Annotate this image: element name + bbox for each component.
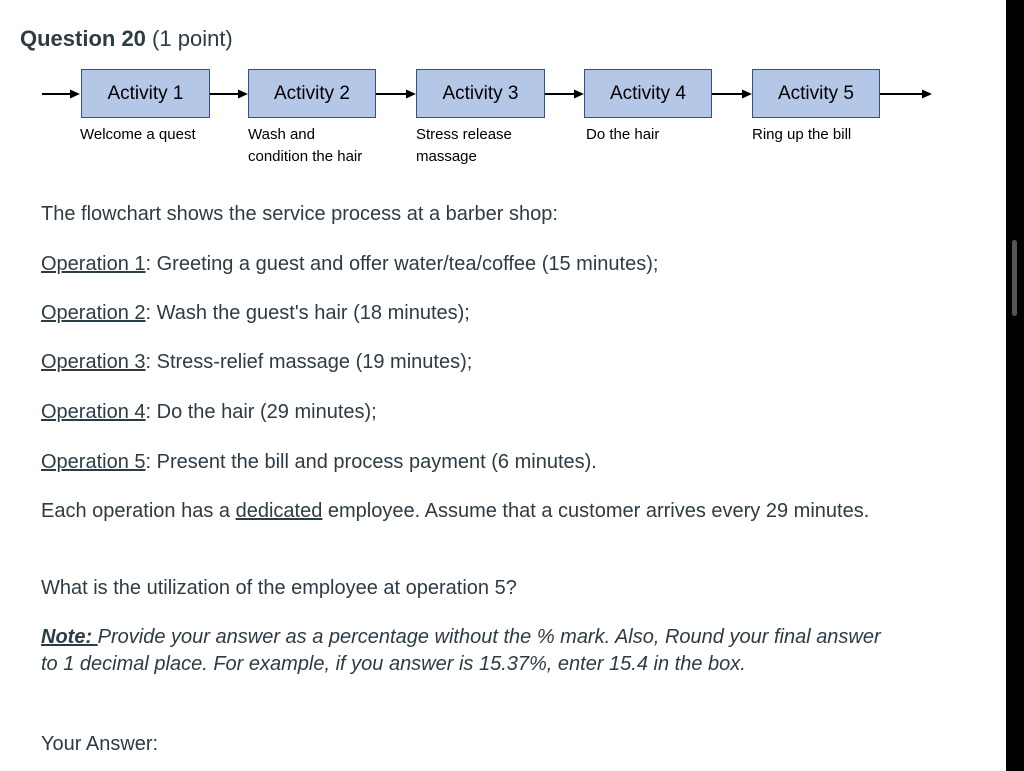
operation-2: [41, 300, 470, 327]
scrollbar-thumb[interactable]: [1012, 240, 1017, 316]
dedicated-paragraph: [41, 498, 891, 525]
activity-2-label: Activity 2: [273, 82, 351, 104]
activity-3-description: [416, 124, 512, 168]
note-text: Provide your answer as a percentage without the % mark. Also, Round your final answer to 1 decimal place. For example, if you answer is 15.37%, enter 15.4 in the box.: [41, 626, 881, 675]
operation-4: [41, 399, 377, 426]
activity-1-desc-line1: Welcome a quest: [80, 126, 196, 143]
operation-4-link[interactable]: Operation 4: [41, 401, 146, 423]
intro-text: The flowchart shows the service process at a barber shop:: [41, 203, 558, 225]
operation-1: [41, 251, 658, 278]
right-edge-bar: [1006, 0, 1024, 771]
activity-1-label: Activity 1: [107, 82, 184, 104]
operation-2-link[interactable]: Operation 2: [41, 302, 146, 324]
question-title: [20, 26, 233, 52]
dedicated-post-text: employee. Assume that a customer arrives every 29 minutes.: [322, 500, 870, 522]
activity-3-label: Activity 3: [442, 82, 519, 104]
activity-4-box: [584, 69, 712, 118]
activity-2-description: [248, 124, 362, 168]
activity-3-desc-line2: massage: [416, 148, 477, 165]
question-text: What is the utilization of the employee at operation 5?: [41, 577, 517, 599]
your-answer-label: Your Answer:: [41, 733, 159, 755]
note-label: Note:: [41, 626, 98, 648]
activity-1-description: [80, 124, 196, 146]
operation-2-text: : Wash the guest's hair (18 minutes);: [145, 302, 470, 324]
operation-5: [41, 449, 597, 476]
operation-5-link[interactable]: Operation 5: [41, 451, 146, 473]
operation-1-link[interactable]: Operation 1: [41, 253, 146, 275]
activity-4-desc-line1: Do the hair: [586, 126, 660, 143]
dedicated-pre-text: Each operation has a: [41, 500, 236, 522]
question-points: (1 point): [152, 26, 233, 51]
operation-3-text: : Stress-relief massage (19 minutes);: [145, 351, 473, 373]
activity-5-desc-line1: Ring up the bill: [752, 126, 852, 143]
activity-1-box: [81, 69, 210, 118]
activity-5-box: [752, 69, 880, 118]
note-paragraph: [41, 624, 891, 678]
operation-5-text: : Present the bill and process payment (6 minutes).: [145, 451, 597, 473]
activity-4-label: Activity 4: [609, 82, 687, 104]
activity-4-description: [586, 124, 659, 146]
activity-5-label: Activity 5: [777, 82, 855, 104]
activity-2-desc-line2: condition the hair: [248, 148, 363, 165]
activity-5-description: [752, 124, 851, 146]
activity-3-desc-line1: Stress release: [416, 126, 512, 143]
activity-2-desc-line1: Wash and: [248, 126, 315, 143]
operation-3: [41, 349, 472, 376]
operation-3-link[interactable]: Operation 3: [41, 351, 146, 373]
operation-1-text: : Greeting a guest and offer water/tea/coffee (15 minutes);: [145, 253, 659, 275]
activity-2-box: [248, 69, 376, 118]
dedicated-word: dedicated: [235, 500, 323, 522]
question-number: Question 20: [20, 26, 146, 51]
operation-4-text: : Do the hair (29 minutes);: [145, 401, 377, 423]
activity-3-box: [416, 69, 545, 118]
